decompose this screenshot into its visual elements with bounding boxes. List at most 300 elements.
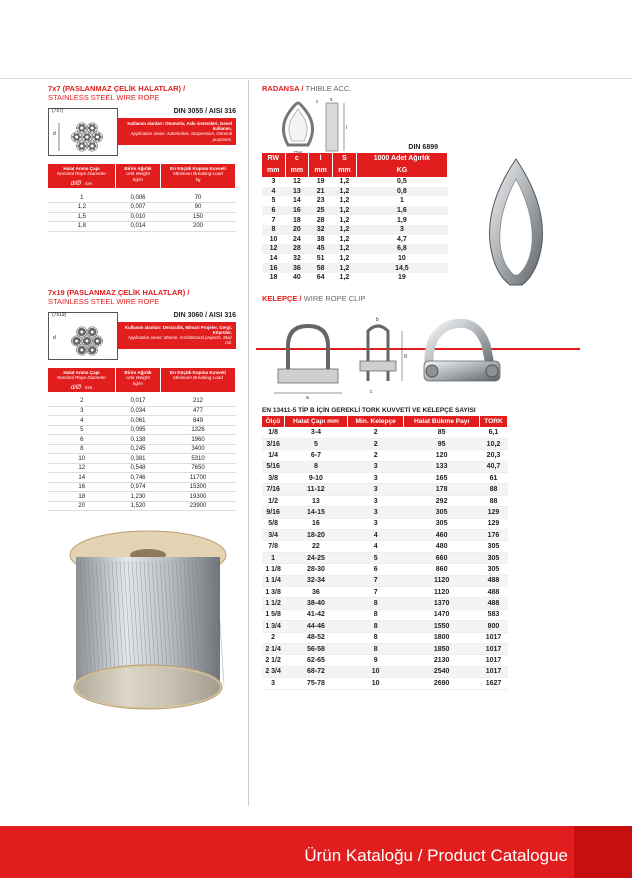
radansa-table-wrap [262, 153, 508, 283]
table-cell: 8 [348, 643, 404, 654]
table-row [262, 541, 508, 552]
table-cell: 7 [348, 575, 404, 586]
table-cell: 3/16 [262, 438, 284, 449]
header-diameter-symbol: d/Ø mm [48, 179, 116, 188]
table-cell: 3 [348, 507, 404, 518]
table-cell: 6,8 [356, 244, 447, 254]
table-cell: 1,520 [116, 501, 161, 511]
table-cell: 292 [404, 495, 480, 506]
table-cell: 24 [292, 235, 301, 243]
table-cell: 1,5 [48, 212, 116, 222]
table-cell: 1120 [404, 575, 480, 586]
table-cell: 2 1/2 [262, 655, 284, 666]
svg-text:g: g [404, 352, 407, 359]
table-cell: 45 [309, 244, 333, 254]
table-cell: 860 [404, 564, 480, 575]
table-row [262, 484, 508, 495]
table-cell: 133 [404, 461, 480, 472]
thimble-dimension-drawing [268, 97, 388, 157]
table-cell: 1470 [404, 609, 480, 620]
table-cell: 9/16 [262, 507, 284, 518]
table-cell: 1,230 [116, 492, 161, 502]
table-row [262, 552, 508, 563]
table-cell: 1 1/4 [262, 575, 284, 586]
table-cell: 14,5 [356, 263, 447, 273]
table-cell: 41-42 [284, 609, 347, 620]
table-header: Halat Bükme Payı [404, 416, 480, 428]
table-cell: 2 1/4 [262, 643, 284, 654]
table-cell: 1120 [404, 587, 480, 598]
table-unit: mm [262, 165, 285, 177]
table-row [48, 212, 236, 222]
table-row [262, 598, 508, 609]
table-row [48, 463, 236, 473]
table-cell: 1,2 [48, 203, 116, 213]
table-cell: 305 [479, 541, 507, 552]
table-cell: 5310 [161, 454, 236, 464]
svg-text:s: s [330, 97, 333, 103]
svg-text:b: b [376, 316, 379, 323]
table-cell: 305 [479, 552, 507, 563]
table-cell: 40,7 [479, 461, 507, 472]
table-cell: 11700 [161, 473, 236, 483]
table-cell: 19 [398, 274, 406, 282]
table-cell: 1017 [479, 655, 507, 666]
table-cell: 3 [356, 225, 447, 235]
table-cell: 0,974 [116, 482, 161, 492]
table-cell: 8 [284, 461, 347, 472]
table-cell: 10 [269, 235, 278, 243]
table-row [262, 609, 508, 620]
table-cell: 23900 [161, 501, 236, 511]
spec-row [48, 312, 236, 368]
table-row [262, 263, 448, 273]
table-header: Halat Çapı mm [284, 416, 347, 428]
table-cell: 129 [479, 518, 507, 529]
table-row [48, 416, 236, 426]
table-header: Ölçü [262, 416, 284, 428]
header-diameter: Halat Anma Çapı Nominal Rope Diameter [48, 368, 116, 383]
table-cell: 1,2 [339, 255, 350, 263]
usage-en: Application areas: Marine, Architectural projects, Stair rail. [127, 335, 232, 346]
table-cell: 1,2 [339, 235, 350, 243]
table-cell: 4 [262, 187, 285, 197]
table-cell: 1 [399, 197, 404, 205]
table-row [48, 444, 236, 454]
table-cell: 1,2 [339, 274, 350, 282]
table-cell: 10,2 [479, 438, 507, 449]
table-cell: 18 [292, 216, 301, 224]
table-cell: 4 [348, 530, 404, 541]
table-cell: 1 3/4 [262, 621, 284, 632]
table-cell: 1370 [404, 598, 480, 609]
table-cell: 1/8 [262, 427, 284, 438]
table-cell: 5 [48, 425, 116, 435]
table-row [262, 587, 508, 598]
header-diameter-symbol: d/Ø mm [48, 383, 116, 392]
table-cell: 1627 [479, 678, 507, 689]
table-cell: 0,034 [116, 406, 161, 416]
table-cell: 85 [404, 427, 480, 438]
table-cell: 1 1/8 [262, 564, 284, 575]
section-7x19 [48, 288, 236, 512]
table-cell: 488 [479, 587, 507, 598]
table-header: S [333, 153, 357, 165]
table-body [48, 188, 236, 231]
table-cell: 165 [404, 473, 480, 484]
table-cell: 1 [48, 193, 116, 203]
svg-text:l: l [346, 125, 348, 131]
table-row [262, 530, 508, 541]
table-cell: 200 [161, 222, 236, 232]
table-row [262, 273, 448, 283]
table-cell: 2540 [404, 666, 480, 677]
table-row [262, 495, 508, 506]
table-cell: 32 [309, 225, 333, 235]
table-cell: 16 [284, 518, 347, 529]
table-cell: 3 [348, 473, 404, 484]
table-cell: 305 [404, 507, 480, 518]
usage-tr: Kullanım alanları: Otomotiv, Askı sistemleri, Genel kullanım. [127, 121, 232, 132]
table-cell: 0,017 [116, 397, 161, 407]
table-cell: 5/16 [262, 461, 284, 472]
left-column [48, 84, 236, 715]
table-cell: 2 [348, 438, 404, 449]
table-cell: 8 [348, 609, 404, 620]
table-cell: 1017 [479, 632, 507, 643]
table-cell: 3400 [161, 444, 236, 454]
table-cell: 12 [48, 463, 116, 473]
table-cell: 1326 [161, 425, 236, 435]
spec-row [48, 108, 236, 164]
table-cell: 1,2 [333, 263, 357, 273]
section-title: RADANSA / THIBLE ACC. [262, 84, 352, 93]
table-cell: 0,006 [116, 193, 161, 203]
table-cell: 0,138 [116, 435, 161, 445]
table-row [262, 666, 508, 677]
table-cell: 5 [284, 438, 347, 449]
svg-text:a: a [306, 394, 309, 401]
table-row [262, 564, 508, 575]
table-cell: 0,010 [116, 212, 161, 222]
table-cell: 305 [479, 564, 507, 575]
table-cell: 16 [48, 482, 116, 492]
table-row [262, 427, 508, 438]
table-row [48, 482, 236, 492]
table-cell: 19 [316, 178, 325, 186]
table-cell: 0,014 [116, 222, 161, 232]
table-cell: 10 [398, 255, 406, 263]
table-row [48, 435, 236, 445]
table-cell: 0,007 [116, 203, 161, 213]
table-row [262, 215, 448, 225]
table-header: RW [262, 153, 285, 165]
svg-text:c: c [316, 99, 319, 105]
table-cell: 36 [284, 587, 347, 598]
table-cell: 18 [269, 274, 278, 282]
table-cell: 1,2 [339, 178, 350, 186]
right-column [262, 84, 508, 690]
table-cell: 849 [161, 416, 236, 426]
table-cell: 3 [348, 461, 404, 472]
table-cell: 22 [284, 541, 347, 552]
table-row [48, 397, 236, 407]
application-box [118, 322, 236, 349]
wire-rope-clip-photo [410, 305, 510, 405]
table-cell: 488 [479, 575, 507, 586]
table-cell: 5/8 [262, 518, 284, 529]
table-cell: 2 [348, 427, 404, 438]
table-cell: 3/4 [262, 530, 284, 541]
table-header: 1000 Adet Ağırlık [356, 153, 447, 165]
table-cell: 1,9 [397, 216, 407, 224]
svg-text:c: c [370, 388, 373, 395]
table-cell: 3 [262, 678, 284, 689]
spec-table-7x7 [48, 164, 236, 232]
wire-rope-spool-image [58, 525, 238, 715]
table-cell: 3 [348, 484, 404, 495]
table-cell: 480 [404, 541, 480, 552]
table-row [48, 406, 236, 416]
table-row [262, 177, 448, 187]
table-cell: 61 [479, 473, 507, 484]
table-row [262, 187, 448, 197]
table-row [48, 454, 236, 464]
table-cell: 8 [348, 621, 404, 632]
table-unit: mm [333, 165, 357, 177]
table-cell: 176 [479, 530, 507, 541]
table-unit: mm [309, 165, 333, 177]
table-cell: 1,2 [339, 197, 350, 205]
table-cell: 10 [48, 454, 116, 464]
table-cell: 2 [48, 397, 116, 407]
table-cell: 75-78 [284, 678, 347, 689]
diagram-label: (7x7) [52, 108, 64, 114]
table-cell: 1800 [404, 632, 480, 643]
table-cell: 10 [348, 678, 404, 689]
table-cell: 88 [479, 484, 507, 495]
thimble-diagram-area [262, 93, 508, 153]
table-cell: 7 [271, 216, 276, 224]
table-cell: 12 [292, 178, 301, 186]
table-row [262, 643, 508, 654]
table-cell: 95 [404, 438, 480, 449]
diagram-dimension-label: d [53, 131, 56, 137]
table-cell: 68-72 [284, 666, 347, 677]
table-cell: 38 [316, 235, 325, 243]
table-cell: 0,746 [116, 473, 161, 483]
table-cell: 2 [262, 632, 284, 643]
table-cell: 0,548 [116, 463, 161, 473]
table-cell: 12 [262, 244, 285, 254]
table-cell: 488 [479, 598, 507, 609]
table-row [262, 632, 508, 643]
table-cell: 51 [316, 255, 325, 263]
table-cell: 58 [309, 263, 333, 273]
table-cell: 477 [161, 406, 236, 416]
table-cell: 8 [348, 632, 404, 643]
table-cell: 32 [292, 255, 301, 263]
section-kelepce [262, 294, 508, 690]
table-row [262, 235, 448, 245]
table-cell: 1,2 [333, 225, 357, 235]
header-breaking-load: En Küçük Kopma Kuvveti Minimum Breaking Load [161, 368, 236, 392]
table-cell: 4 [348, 541, 404, 552]
table-row [48, 501, 236, 511]
table-cell: 40 [292, 274, 301, 282]
table-cell: 178 [404, 484, 480, 495]
header-weight: Birim Ağırlık Unit Weight kg/m [116, 368, 161, 392]
din-standard: DIN 6899 [408, 144, 438, 151]
table-row [48, 222, 236, 232]
header-breaking-load: En Küçük Kopma Kuvveti Minimum Breaking Load kg [161, 164, 236, 188]
table-row [262, 206, 448, 216]
table-cell: 129 [479, 507, 507, 518]
table-cell: 6 [48, 435, 116, 445]
table-cell: 6 [348, 564, 404, 575]
table-cell: 7 [348, 587, 404, 598]
section-title: KELEPÇE / WIRE ROPE CLIP [262, 293, 366, 303]
top-divider [0, 78, 632, 79]
diagram-dimension-label: d [53, 334, 56, 341]
clip-diagram-area [262, 303, 508, 403]
table-cell: 25 [309, 206, 333, 216]
table-cell: 5 [348, 552, 404, 563]
table-row [262, 507, 508, 518]
diagram-label: (7x19) [52, 311, 67, 318]
table-cell: 16 [262, 263, 285, 273]
table-cell: 28 [316, 216, 325, 224]
table-cell: 4,7 [397, 235, 407, 243]
table-cell: 5 [271, 197, 276, 205]
table-cell: 14-15 [284, 507, 347, 518]
footer-accent [574, 826, 632, 878]
table-header: l [309, 153, 333, 165]
usage-tr: Kullanım alanları: Denizcilik, Mimari Projeler, Gergi, Köprüler. [124, 324, 232, 335]
table-cell: 64 [316, 274, 325, 282]
table-cell: 3/8 [262, 473, 284, 484]
table-cell: 24-25 [284, 552, 347, 563]
table-cell: 3 [48, 406, 116, 416]
table-row [48, 203, 236, 213]
table-cell: 62-65 [284, 655, 347, 666]
table-cell: 4 [48, 416, 116, 426]
table-cell: 1 3/8 [262, 587, 284, 598]
table-cell: 1/4 [262, 450, 284, 461]
section-radansa [262, 84, 508, 283]
table-cell: 2 [348, 450, 404, 461]
footer-title: Ürün Kataloğu / Product Catalogue [304, 846, 568, 865]
table-cell: 1,8 [48, 222, 116, 232]
table-cell: 14 [48, 473, 116, 483]
table-cell: 11-12 [284, 484, 347, 495]
table-cell: 19300 [161, 492, 236, 502]
table-cell: 6,1 [479, 427, 507, 438]
table-cell: 1017 [479, 643, 507, 654]
table-cell: 9-10 [284, 473, 347, 484]
table-header: TORK [479, 416, 507, 428]
din-standard: DIN 3055 / AISI 316 [173, 108, 236, 115]
rope-cross-section-diagram [48, 108, 118, 156]
table-header: Min. Kelepçe [348, 416, 404, 428]
table-cell: 14 [292, 197, 301, 205]
table-cell: 583 [479, 609, 507, 620]
table-cell: 1 5/8 [262, 609, 284, 620]
header-diameter: Halat Anma Çapı Nominal Rope Diameter [48, 164, 116, 179]
table-row [262, 461, 508, 472]
table-cell: 0,095 [116, 425, 161, 435]
table-header: c [285, 153, 309, 165]
table-row [262, 678, 508, 689]
table-cell: 305 [404, 518, 480, 529]
wire-rope-clip-table [262, 416, 508, 690]
table-row [262, 575, 508, 586]
strand-cross-section-icon [49, 313, 119, 361]
table-cell: 9 [348, 655, 404, 666]
header-weight: Birim Ağırlık Unit Weight kg/m [116, 164, 161, 188]
table-cell: 1,6 [356, 206, 447, 216]
table-cell: 0,061 [116, 416, 161, 426]
rope-cross-section-diagram [48, 312, 118, 360]
table-cell: 7/8 [262, 541, 284, 552]
table-cell: 13 [285, 187, 309, 197]
table-cell: 0,8 [356, 187, 447, 197]
table-cell: 1,2 [333, 244, 357, 254]
table-row [262, 655, 508, 666]
table-cell: 90 [161, 203, 236, 213]
usage-en: Application areas: Automotive, Suspension, General purposes. [130, 131, 232, 142]
table-cell: 6-7 [284, 450, 347, 461]
table-row [262, 254, 448, 264]
table-row [48, 193, 236, 203]
table-cell: 15300 [161, 482, 236, 492]
table-cell: 20 [48, 501, 116, 511]
table-cell: 1017 [479, 666, 507, 677]
table-cell: 7/16 [262, 484, 284, 495]
table-row [262, 244, 448, 254]
table-cell: 1960 [161, 435, 236, 445]
table-cell: 20 [285, 225, 309, 235]
torque-table-title: EN 13411-5 TİP B İÇİN GEREKLİ TORK KUVVETİ VE KELEPÇE SAYISI [262, 406, 476, 414]
table-cell: 120 [404, 450, 480, 461]
spool-icon [58, 525, 238, 715]
table-cell: 16 [285, 206, 309, 216]
table-body [48, 392, 236, 511]
table-cell: 28 [285, 244, 309, 254]
table-cell: 2690 [404, 678, 480, 689]
table-cell: 44-46 [284, 621, 347, 632]
table-row [48, 492, 236, 502]
table-cell: 18 [48, 492, 116, 502]
table-cell: 32-34 [284, 575, 347, 586]
table-cell: 1,2 [333, 187, 357, 197]
footer-bar [0, 826, 632, 878]
table-cell: 28-30 [284, 564, 347, 575]
table-cell: 8 [348, 598, 404, 609]
table-cell: 460 [404, 530, 480, 541]
table-cell: 38-40 [284, 598, 347, 609]
table-cell: 18-20 [284, 530, 347, 541]
table-cell: 20,3 [479, 450, 507, 461]
table-cell: 3 [348, 495, 404, 506]
table-cell: 21 [309, 187, 333, 197]
table-cell: 1550 [404, 621, 480, 632]
section-title: 7x7 (PASLANMAZ ÇELİK HALATLAR) / [48, 84, 186, 93]
table-cell: 0,381 [116, 454, 161, 464]
spec-table-7x19 [48, 368, 236, 512]
column-divider [248, 80, 249, 806]
table-cell: 48-52 [284, 632, 347, 643]
